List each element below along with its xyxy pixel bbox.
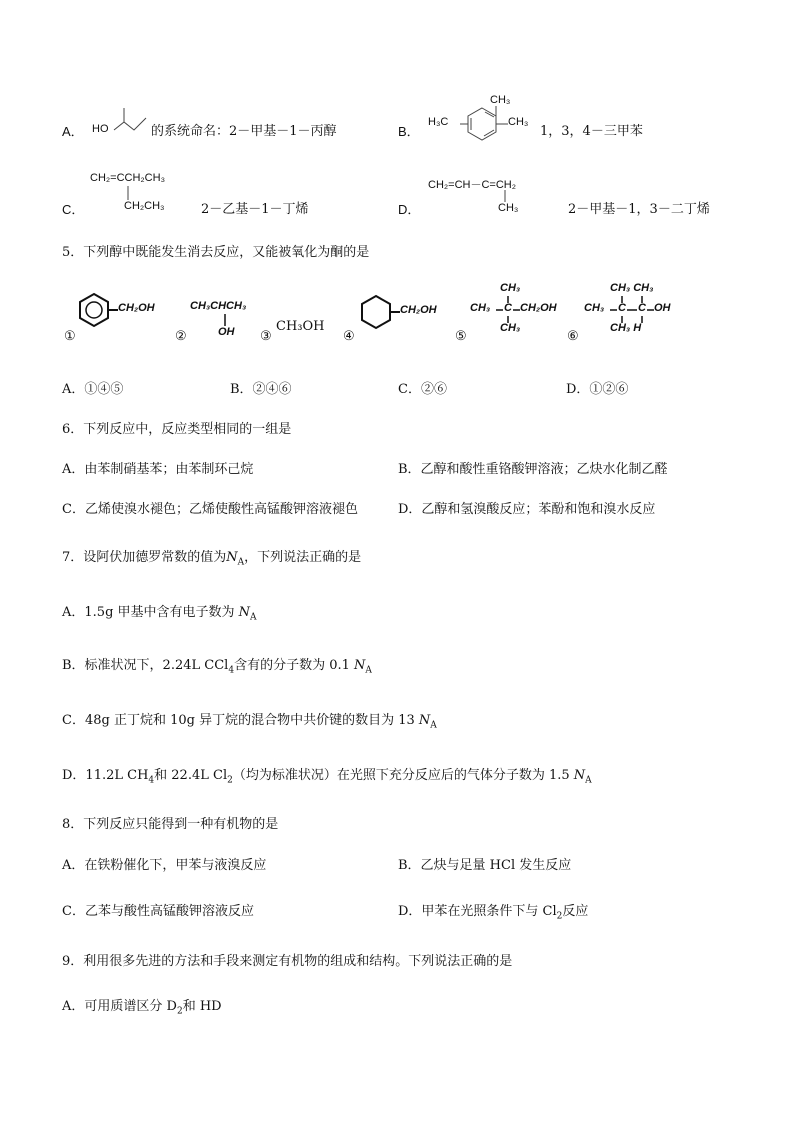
avogadro-subscript: A bbox=[430, 720, 437, 731]
avogadro-subscript: A bbox=[250, 612, 257, 623]
q8-option-a: A．在铁粉催化下，甲苯与液溴反应 bbox=[62, 858, 267, 873]
q7-d-pre: D．11.2L CH bbox=[62, 768, 149, 783]
mark-1: ① bbox=[64, 329, 76, 344]
q7-b-pre: B．标准状况下，2.24L CCl bbox=[62, 658, 229, 673]
q6-stem: 6．下列反应中，反应类型相同的一组是 bbox=[62, 422, 292, 437]
q6-option-a: A．由苯制硝基苯；由苯制环己烷 bbox=[62, 462, 254, 477]
ch3-left: CH₃ bbox=[470, 302, 491, 314]
structure-trimethylbenzene bbox=[424, 94, 536, 146]
q8-option-d bbox=[398, 903, 588, 926]
q9-option-a bbox=[62, 998, 222, 1021]
avogadro-subscript: A bbox=[585, 775, 592, 786]
molecule-2-isopropanol bbox=[190, 300, 260, 344]
formula-top: CH₂=CCH₂CH₃ bbox=[90, 172, 166, 184]
formula-bottom: CH₂CH₃ bbox=[124, 200, 165, 212]
avogadro-symbol: N bbox=[238, 605, 251, 620]
ho-label: HO bbox=[92, 123, 109, 135]
ch3-top: CH₃ bbox=[500, 282, 521, 294]
d2-subscript: 2 bbox=[176, 1006, 183, 1017]
structure-2-ethyl-1-butene bbox=[90, 172, 198, 220]
q4-option-d bbox=[398, 201, 420, 220]
mark-4: ④ bbox=[343, 329, 355, 344]
q7-stem-pre: 7．设阿伏加德罗常数的值为 bbox=[62, 550, 227, 565]
formula-bottom: CH₃ bbox=[498, 202, 519, 214]
q7-stem-post: ，下列说法正确的是 bbox=[244, 550, 362, 565]
q9-a-pre: A．可用质谱区分 D bbox=[62, 999, 177, 1014]
benzene-ring bbox=[78, 292, 168, 336]
avogadro-symbol: N bbox=[573, 768, 586, 783]
structure-2-butanol bbox=[88, 100, 150, 142]
q8-d-post: 反应 bbox=[562, 904, 589, 919]
q7-stem bbox=[62, 549, 361, 572]
q8-option-b: B．乙炔与足量 HCl 发生反应 bbox=[398, 858, 572, 873]
mark-3: ③ bbox=[260, 329, 272, 344]
molecule-4-cyclohexylmethanol bbox=[358, 294, 442, 338]
q8-d-pre: D．甲苯在光照条件下与 Cl bbox=[398, 904, 557, 919]
structure-isoprene bbox=[428, 176, 548, 220]
ch3-h-bottom: CH₃ H bbox=[610, 322, 642, 334]
q8-stem: 8．下列反应只能得到一种有机物的是 bbox=[62, 817, 279, 832]
carbon-2: C bbox=[638, 302, 646, 314]
avogadro-subscript: A bbox=[365, 665, 372, 676]
cl2-subscript: 2 bbox=[556, 911, 563, 922]
avogadro-symbol: N bbox=[354, 658, 366, 673]
center-carbon: C bbox=[504, 302, 512, 314]
q7-option-c bbox=[62, 712, 437, 735]
q7-d-mid1: 和 22.4L Cl bbox=[154, 768, 228, 783]
bond-line bbox=[428, 176, 548, 220]
q5-option-b: B．②④⑥ bbox=[230, 382, 292, 397]
molecule-3-methanol: CH₃OH bbox=[276, 319, 325, 334]
q5-option-a: A．①④⑤ bbox=[62, 382, 124, 397]
ccl4-subscript: 4 bbox=[228, 665, 235, 676]
q8-option-c: C．乙苯与酸性高锰酸钾溶液反应 bbox=[62, 904, 254, 919]
option-label: D． bbox=[398, 202, 421, 217]
bond-lines bbox=[470, 282, 560, 342]
mark-6: ⑥ bbox=[567, 329, 579, 344]
ch3-top: CH₃ bbox=[490, 94, 511, 106]
ch3-top-pair: CH₃ CH₃ bbox=[610, 282, 654, 294]
ch2oh-label: CH₂OH bbox=[118, 302, 155, 314]
q7-c-text: C．48g 正丁烷和 10g 异丁烷的混合物中共价键的数目为 13 bbox=[62, 713, 415, 728]
carbon-1: C bbox=[618, 302, 626, 314]
q4-d-text: 2－甲基－1，3－二丁烯 bbox=[568, 202, 710, 217]
option-label: C． bbox=[62, 202, 85, 217]
q7-option-b bbox=[62, 657, 372, 680]
q6-option-b: B．乙醇和酸性重铬酸钾溶液；乙炔水化制乙醛 bbox=[398, 462, 668, 477]
q9-a-post: 和 HD bbox=[182, 999, 222, 1014]
q4-b-text: 1，3，4－三甲苯 bbox=[540, 124, 643, 139]
option-label: B． bbox=[398, 124, 420, 139]
q7-d-mid2: （均为标准状况）在光照下充分反应后的气体分子数为 1.5 bbox=[232, 768, 570, 783]
avogadro-symbol: N bbox=[418, 713, 431, 728]
q4-option-c bbox=[62, 201, 84, 220]
avogadro-subscript: A bbox=[237, 557, 245, 568]
ch2oh-right: CH₂OH bbox=[520, 302, 557, 314]
q4-option-b bbox=[398, 123, 420, 142]
q7-option-a bbox=[62, 604, 257, 627]
ch3-bottom: CH₃ bbox=[500, 322, 521, 334]
mark-2: ② bbox=[175, 329, 187, 344]
cyclohexane-ring bbox=[358, 294, 442, 338]
q7-a-text: A．1.5g 甲基中含有电子数为 bbox=[62, 605, 235, 620]
ch2oh-label: CH₂OH bbox=[400, 304, 437, 316]
q6-option-d: D．乙醇和氢溴酸反应；苯酚和饱和溴水反应 bbox=[398, 502, 656, 517]
q5-stem: 5．下列醇中既能发生消去反应，又能被氧化为酮的是 bbox=[62, 245, 370, 260]
ch4-subscript: 4 bbox=[148, 775, 155, 786]
skeletal-formula bbox=[88, 100, 150, 142]
mark-5: ⑤ bbox=[455, 329, 467, 344]
oh-label: OH bbox=[654, 302, 671, 314]
molecule-1-benzyl-alcohol bbox=[78, 292, 168, 336]
q5-option-c: C．②⑥ bbox=[398, 382, 447, 397]
q7-b-mid: 含有的分子数为 0.1 bbox=[234, 658, 350, 673]
cl2-subscript: 2 bbox=[227, 775, 233, 786]
ch3-right: CH₃ bbox=[508, 116, 529, 128]
formula-top: CH₂=CH－C=CH₂ bbox=[428, 179, 516, 191]
formula-top: CH₃CHCH₃ bbox=[190, 300, 247, 312]
bond-line bbox=[90, 172, 198, 220]
q4-a-text: 的系统命名：2－甲基－1－丙醇 bbox=[151, 124, 337, 139]
q4-option-a bbox=[62, 123, 84, 142]
q9-stem: 9．利用很多先进的方法和手段来测定有机物的组成和结构。下列说法正确的是 bbox=[62, 954, 513, 969]
bond-lines bbox=[584, 282, 684, 342]
avogadro-symbol: N bbox=[226, 550, 238, 565]
ch3-left: CH₃ bbox=[584, 302, 605, 314]
q6-option-c: C．乙烯使溴水褪色；乙烯使酸性高锰酸钾溶液褪色 bbox=[62, 502, 358, 517]
molecule-6-dimethylbutanol bbox=[584, 282, 684, 342]
h3c-left: H₃C bbox=[428, 116, 449, 128]
oh-label: OH bbox=[218, 326, 235, 338]
q5-option-d: D．①②⑥ bbox=[566, 382, 629, 397]
option-label: A． bbox=[62, 124, 84, 139]
q4-c-text: 2－乙基－1－丁烯 bbox=[201, 202, 309, 217]
molecule-5-neopentyl-alcohol bbox=[470, 282, 560, 342]
q7-option-d bbox=[62, 767, 592, 790]
